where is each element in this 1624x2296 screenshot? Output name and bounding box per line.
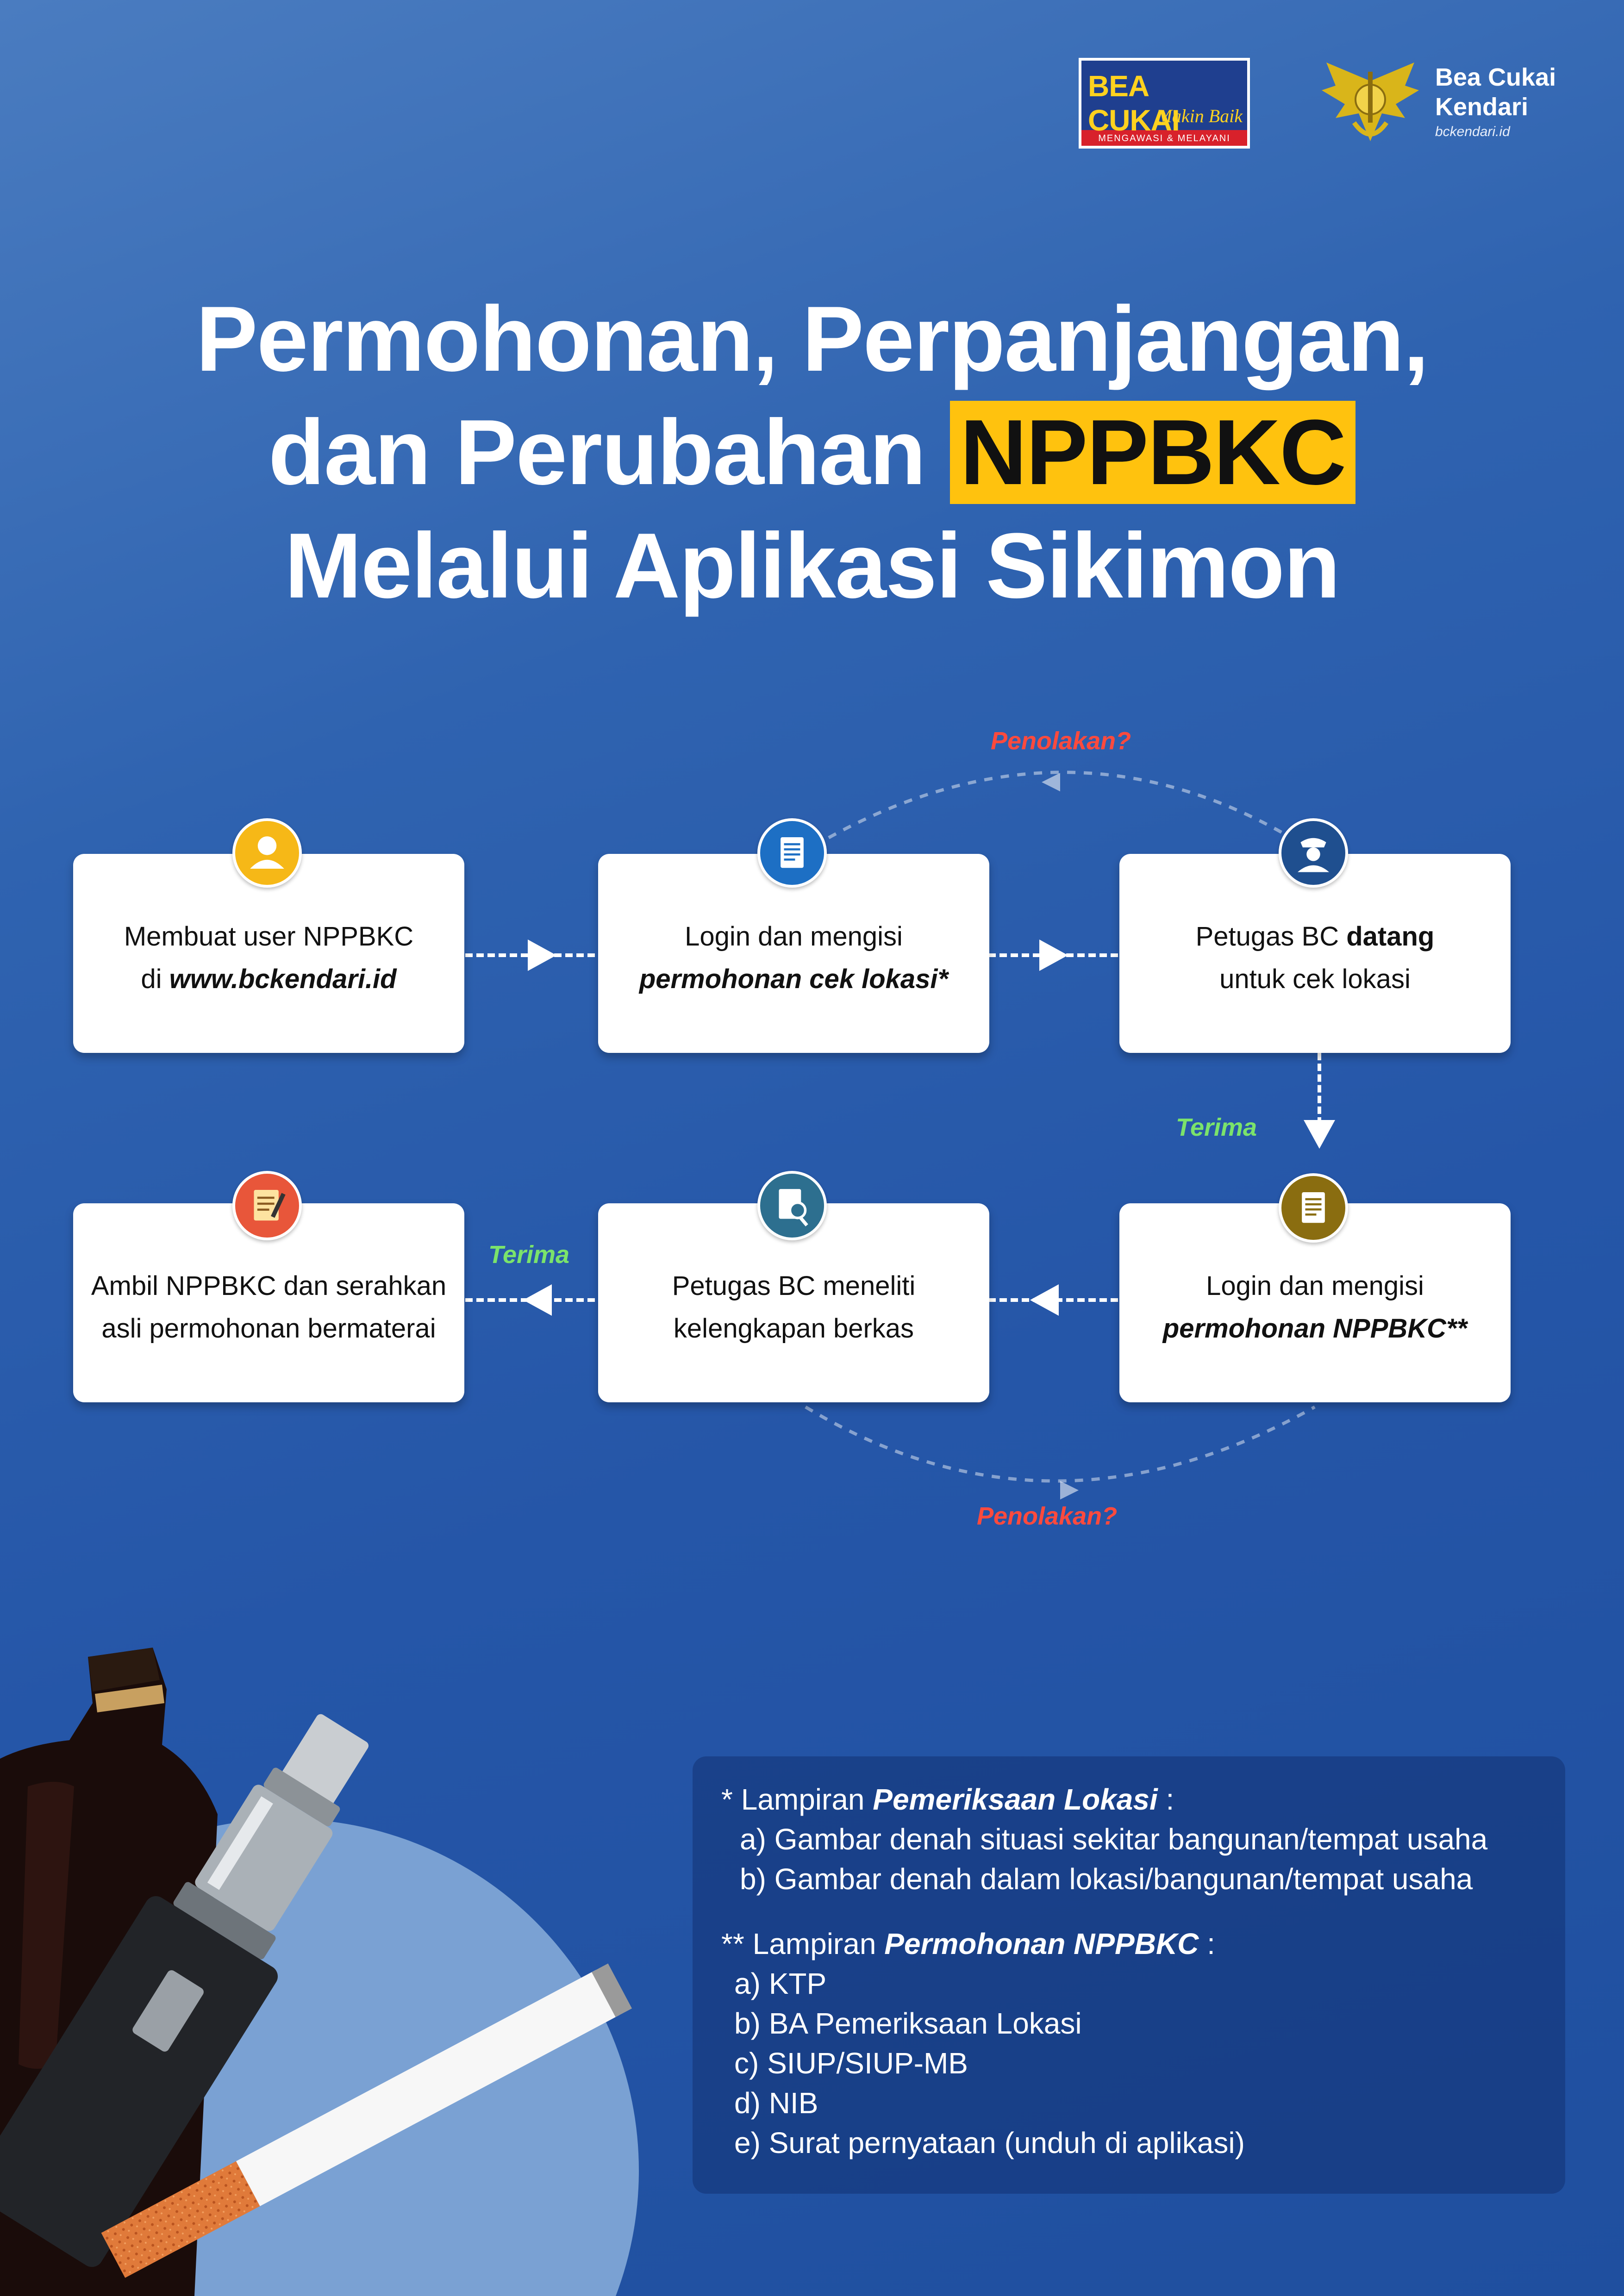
notes-item: d) NIB	[734, 2086, 818, 2120]
notes-item: a) Gambar denah situasi sekitar bangunan/tempat usaha	[740, 1823, 1488, 1856]
logo-brand: BEA CUKAI	[1088, 69, 1180, 137]
label-reject-top: Penolakan?	[991, 727, 1131, 755]
reject-arc-bottom-arrow	[1060, 1481, 1079, 1500]
notes-item: c) SIUP/SIUP-MB	[734, 2047, 968, 2080]
customs-emblem-icon	[1317, 53, 1424, 150]
label-accept-right: Terima	[1176, 1114, 1257, 1141]
notes-item: e) Surat pernyataan (unduh di aplikasi)	[734, 2126, 1245, 2159]
label-reject-bottom: Penolakan?	[977, 1502, 1118, 1530]
reject-arc-bottom	[806, 1407, 1315, 1481]
notes-section2-title: ** Lampiran Permohonan NPPBKC :	[721, 1927, 1215, 1960]
officer-icon	[1279, 818, 1348, 888]
notes-item: b) BA Pemeriksaan Lokasi	[734, 2007, 1082, 2040]
title-highlight: NPPBKC	[950, 401, 1356, 504]
arrow-left-icon	[523, 1284, 552, 1316]
org-name-line2: Kendari	[1435, 93, 1529, 121]
title-line2	[0, 396, 1624, 509]
title-line2-prefix: dan Perubahan	[268, 401, 950, 504]
inspect-icon	[757, 1171, 827, 1240]
form-icon	[232, 1171, 302, 1240]
notes-item: a) KTP	[734, 1967, 827, 2000]
title-line1: Permohonan, Perpanjangan,	[196, 287, 1428, 391]
step-3-line1: Petugas BC datang	[1195, 921, 1435, 952]
document-icon	[1279, 1173, 1348, 1243]
step-4-line2: permohonan NPPBKC**	[1162, 1313, 1468, 1344]
step-5-line1: Petugas BC meneliti	[672, 1271, 916, 1301]
reject-arc-top	[829, 772, 1287, 838]
org-name	[1435, 62, 1556, 122]
step-2-line2: permohonan cek lokasi*	[639, 964, 949, 994]
product-illustration	[0, 1648, 694, 2296]
document-icon	[757, 818, 827, 888]
step-2-line1: Login dan mengisi	[685, 921, 903, 952]
user-icon	[232, 818, 302, 888]
step-1-url: www.bckendari.id	[169, 964, 397, 994]
bea-cukai-logo	[1079, 58, 1250, 149]
step-1-line1: Membuat user NPPBKC	[124, 921, 414, 952]
reject-arc-top-arrow	[1042, 773, 1060, 791]
title-line3: Melalui Aplikasi Sikimon	[284, 514, 1340, 617]
step-1-line2: di www.bckendari.id	[141, 964, 397, 994]
step-3-line2: untuk cek lokasi	[1219, 964, 1411, 994]
connector-3-4	[1318, 1053, 1321, 1125]
org-url: bckendari.id	[1435, 124, 1510, 139]
logo-tagline: Makin Baik	[1156, 106, 1243, 126]
logo-subtitle: MENGAWASI & MELAYANI	[1098, 133, 1230, 143]
step-5-line2: kelengkapan berkas	[673, 1313, 914, 1344]
org-name-line1: Bea Cukai	[1435, 63, 1556, 91]
attachments-notes	[693, 1756, 1565, 2194]
notes-item: b) Gambar denah dalam lokasi/bangunan/tempat usaha	[740, 1862, 1473, 1896]
notes-section1-title: * Lampiran Pemeriksaan Lokasi :	[721, 1783, 1174, 1816]
page-title	[0, 282, 1624, 622]
step-4-line1: Login dan mengisi	[1206, 1271, 1424, 1301]
arrow-right-icon	[528, 940, 556, 971]
arrow-right-icon	[1039, 940, 1068, 971]
label-accept-left: Terima	[488, 1241, 570, 1269]
arrow-left-icon	[1030, 1284, 1059, 1316]
step-6-line1: Ambil NPPBKC dan serahkan	[91, 1271, 447, 1301]
step-6-line2: asli permohonan bermaterai	[101, 1313, 436, 1344]
arrow-down-icon	[1304, 1120, 1335, 1149]
